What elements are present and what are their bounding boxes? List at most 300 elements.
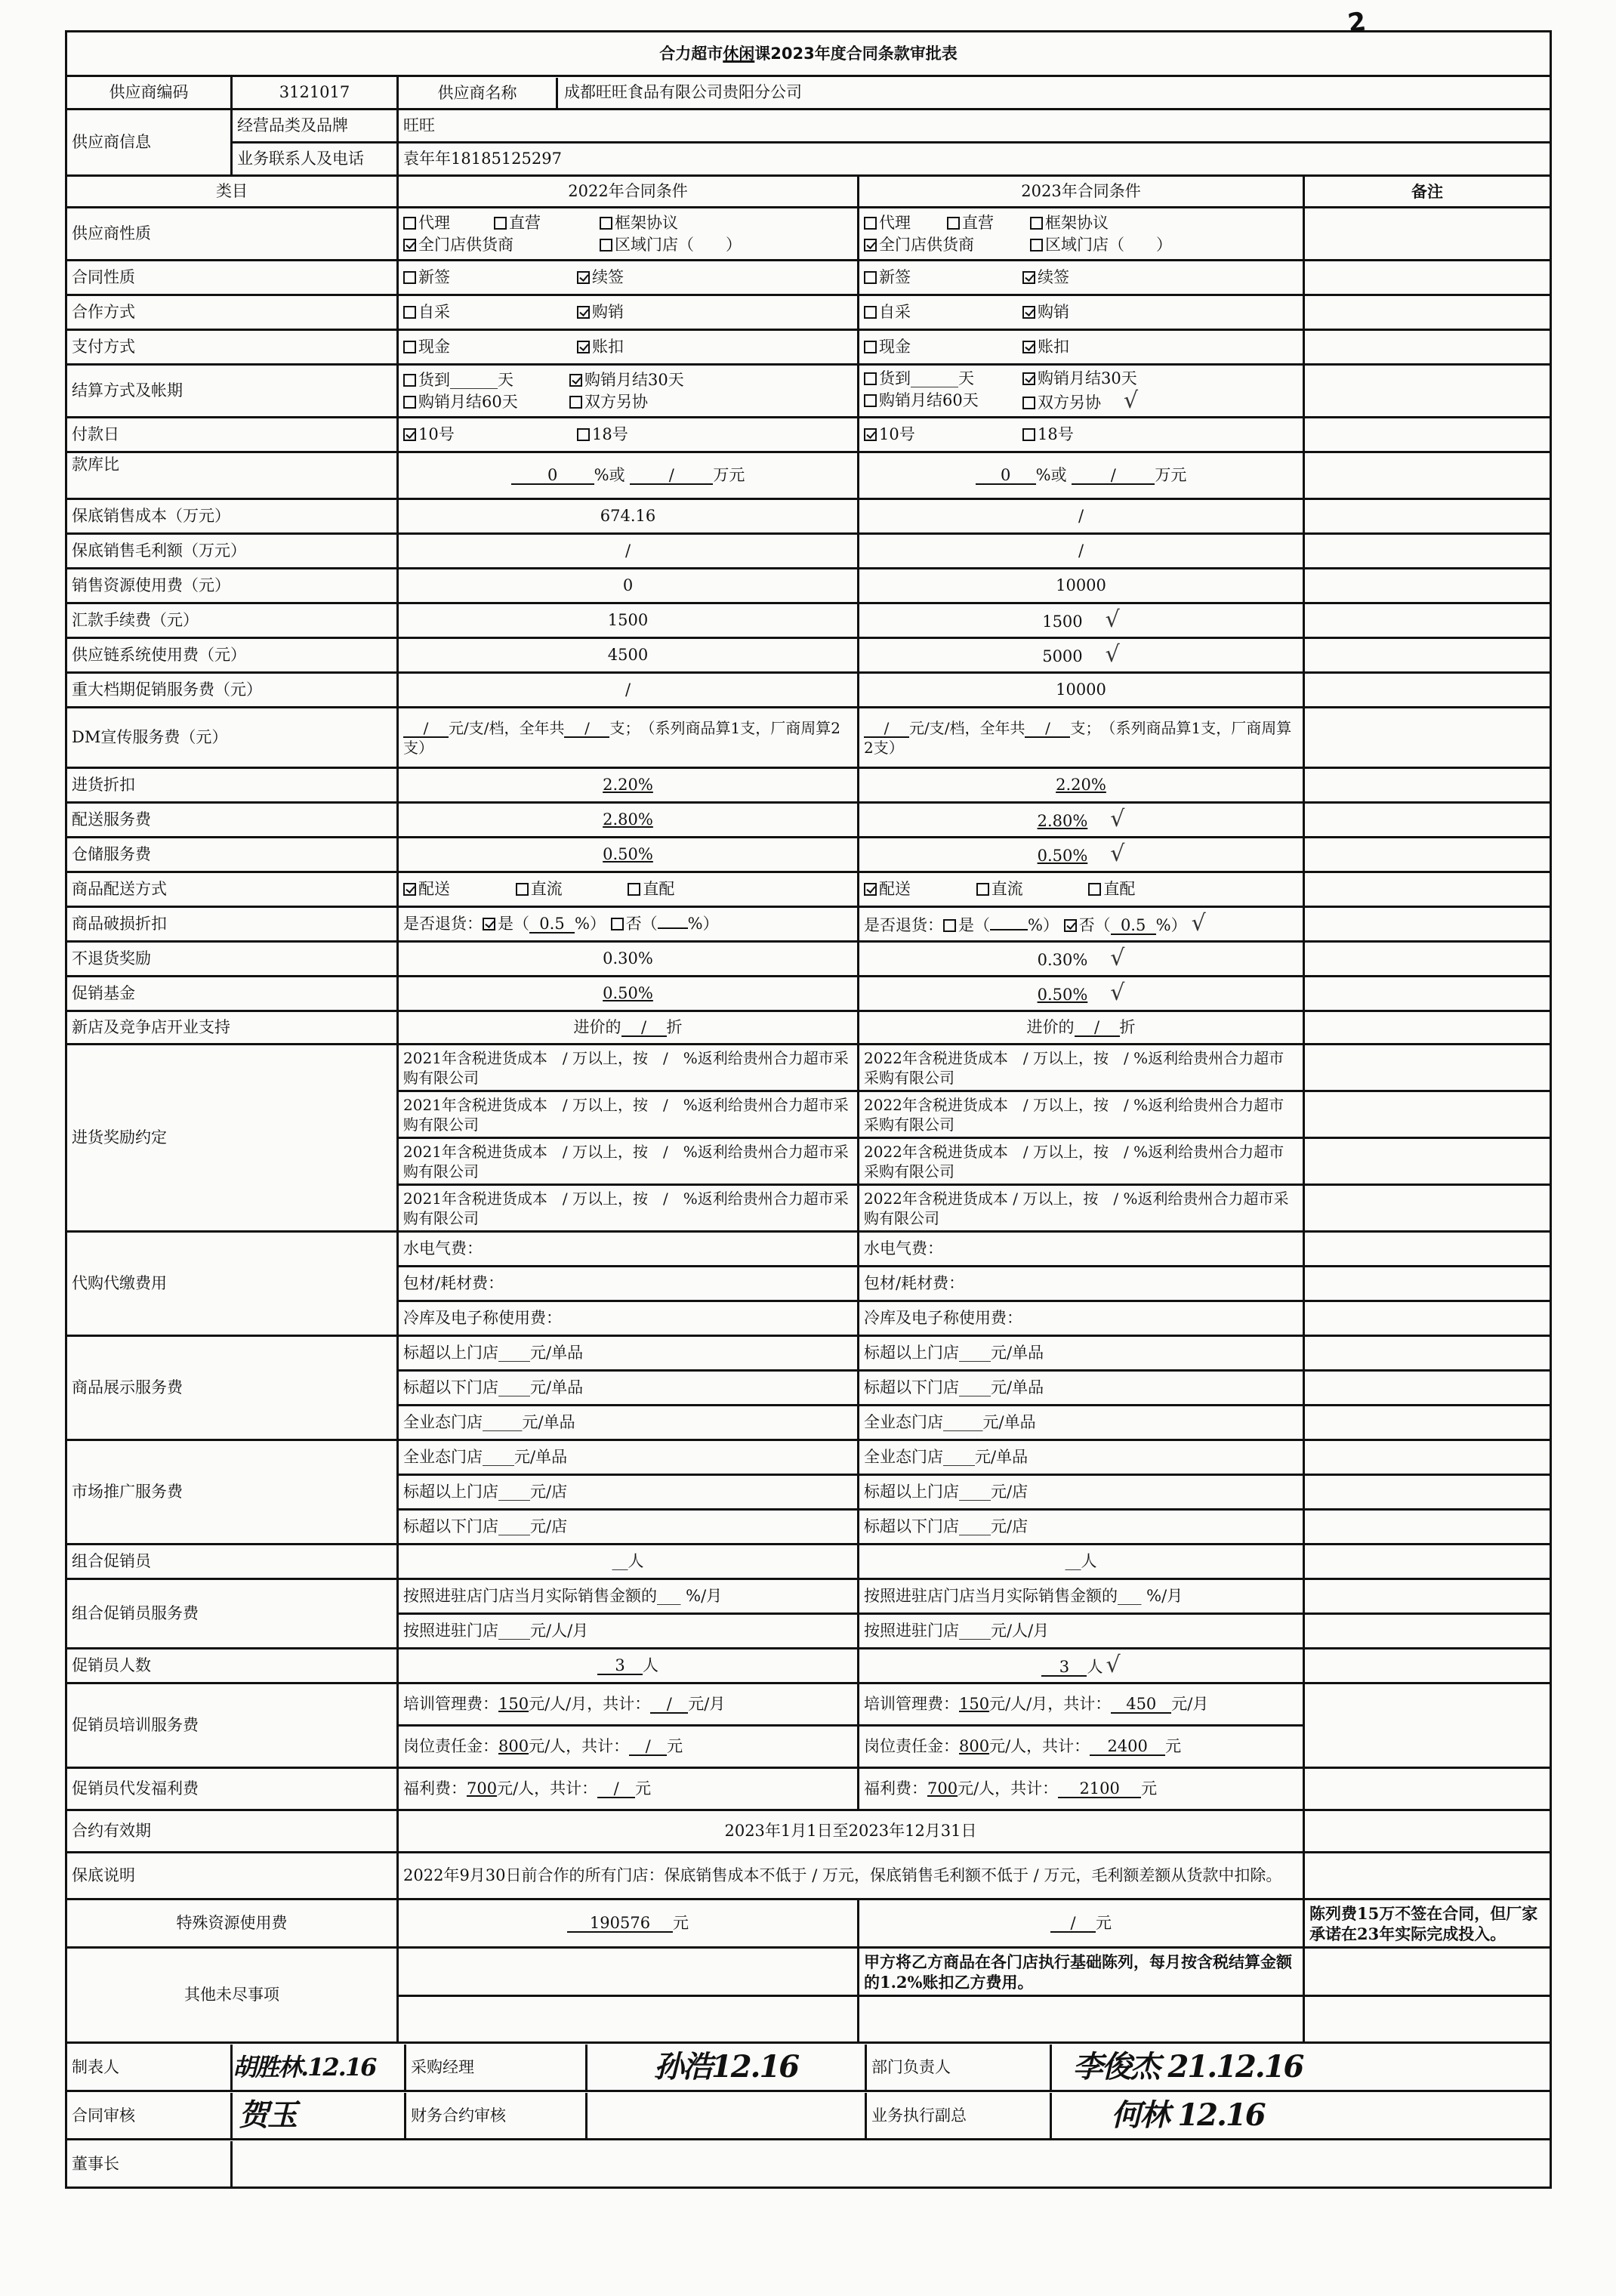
option-label: 10号	[418, 425, 455, 443]
checkbox-icon[interactable]	[494, 217, 507, 230]
no-pct[interactable]	[658, 927, 688, 929]
checkbox-icon[interactable]	[864, 428, 877, 441]
special-fee-value[interactable]: /	[1050, 1915, 1096, 1933]
value-2022	[398, 838, 859, 872]
checkbox-icon[interactable]	[569, 374, 582, 387]
option-label: 账扣	[1038, 338, 1069, 356]
row-promoter-count	[66, 1649, 1551, 1683]
row-label: 组合促销员	[66, 1545, 398, 1579]
unit: 元	[1165, 1737, 1182, 1755]
option-all-stores[interactable]	[864, 235, 1030, 255]
remarks-cell[interactable]	[1304, 977, 1551, 1011]
other-2022-extra[interactable]	[398, 1996, 859, 2043]
unit: 元/月	[1171, 1695, 1209, 1713]
checkbox-icon[interactable]	[943, 919, 956, 932]
value[interactable]: 674.16	[600, 507, 656, 525]
validity-value[interactable]: 2023年1月1日至2023年12月31日	[398, 1810, 1304, 1853]
remarks-cell[interactable]	[1304, 1768, 1551, 1810]
item-2023[interactable]: 按照进驻店门店当月实际销售金额的___ %/月	[859, 1579, 1304, 1614]
checkbox-icon[interactable]	[628, 883, 640, 896]
checkbox-icon[interactable]	[864, 217, 877, 230]
item-2022[interactable]: 标超以下门店____元/单品	[398, 1371, 859, 1406]
rebate-2023-line[interactable]: 2022年含税进货成本 / 万以上，按 / %返利给贵州合力超市采购有限公司	[859, 1091, 1304, 1138]
page-number: 2	[1346, 6, 1368, 39]
new-store-prefix: 进价的	[1026, 1018, 1075, 1036]
row-label: 供应商性质	[66, 208, 398, 261]
item-2022[interactable]: 全业态门店_____元/单品	[398, 1406, 859, 1440]
option[interactable]	[577, 267, 751, 288]
checkbox-icon[interactable]	[864, 306, 877, 319]
option[interactable]	[1022, 424, 1181, 445]
checkbox-icon[interactable]	[864, 394, 877, 407]
item-2022[interactable]: 按照进驻店门店当月实际销售金额的___ %/月	[398, 1579, 859, 1614]
checkbox-icon[interactable]	[1030, 217, 1043, 230]
no-pct[interactable]: 0.5	[1111, 917, 1156, 935]
option-negotiate[interactable]	[1022, 387, 1298, 414]
row-label: 进货奖励约定	[66, 1045, 398, 1232]
row-label: 合作方式	[66, 295, 398, 330]
remarks-cell[interactable]	[1304, 768, 1551, 803]
remarks-cell[interactable]	[1304, 803, 1551, 838]
checkbox-icon[interactable]	[403, 428, 416, 441]
remarks-cell[interactable]	[1304, 452, 1551, 499]
item-2023[interactable]: 水电气费：	[859, 1232, 1304, 1267]
value[interactable]: 0	[622, 576, 634, 594]
option[interactable]	[1022, 302, 1181, 322]
value[interactable]: 0.30%	[603, 949, 653, 967]
row-resource-fee	[66, 569, 1551, 603]
title-suffix: 课2023年度合同条款审批表	[754, 44, 958, 63]
remarks-cell[interactable]	[1304, 1948, 1551, 1996]
value-2022	[398, 673, 859, 708]
checkbox-icon[interactable]	[976, 883, 989, 896]
value-2023	[859, 499, 1304, 534]
item-2023[interactable]: 标超以上门店____元/店	[859, 1475, 1304, 1510]
row-combo-promoter	[66, 1545, 1551, 1579]
other-2023-extra[interactable]	[859, 1996, 1304, 2043]
option[interactable]	[403, 424, 577, 445]
checkbox-icon[interactable]	[569, 396, 582, 409]
promoter-count-2022	[398, 1649, 859, 1683]
exec-vp-signature: 何林 12.16	[1111, 2097, 1265, 2133]
option-delivery[interactable]	[864, 879, 911, 900]
value-2022	[398, 569, 859, 603]
value[interactable]: 2.20%	[1056, 776, 1106, 794]
value[interactable]: 2.20%	[603, 776, 653, 794]
checkbox-icon[interactable]	[600, 217, 612, 230]
new-store-prefix: 进价的	[573, 1018, 621, 1036]
option-monthly-30[interactable]	[569, 370, 853, 390]
checkbox-icon[interactable]	[864, 239, 877, 252]
remarks-cell[interactable]	[1304, 1406, 1551, 1440]
option-label: 直营	[962, 213, 994, 232]
row-payment-mode	[66, 330, 1551, 365]
remarks-cell[interactable]	[1304, 1545, 1551, 1579]
supplier-code[interactable]: 3121017	[232, 76, 398, 110]
checkbox-icon[interactable]	[1022, 341, 1035, 353]
value[interactable]: 2.80%	[603, 810, 653, 829]
chairman-label: 董事长	[67, 2141, 233, 2186]
dm-fee-per[interactable]: /	[403, 720, 449, 738]
purchase-manager-label: 采购经理	[406, 2044, 587, 2090]
text: 元/人，共计：	[529, 1737, 630, 1755]
option-direct[interactable]	[947, 213, 1030, 233]
item-2023[interactable]: 标超以上门店____元/单品	[859, 1336, 1304, 1371]
finance-review-signature-field[interactable]	[587, 2093, 867, 2138]
rebate-2023-line[interactable]: 2022年含税进货成本 / 万以上，按 / %返利给贵州合力超市采购有限公司	[859, 1138, 1304, 1185]
remarks-cell[interactable]	[1304, 1810, 1551, 1853]
remarks-cell[interactable]	[1304, 1301, 1551, 1336]
checkbox-icon[interactable]	[864, 883, 877, 896]
remarks-cell[interactable]	[1304, 1011, 1551, 1045]
item-2022[interactable]: 冷库及电子称使用费：	[398, 1301, 859, 1336]
total[interactable]: 2100	[1058, 1780, 1141, 1798]
option[interactable]	[864, 424, 1022, 445]
remarks-cell[interactable]	[1304, 1510, 1551, 1545]
total[interactable]: /	[650, 1696, 688, 1714]
remarks-cell[interactable]	[1304, 499, 1551, 534]
item-2023[interactable]: 按照进驻门店____元/人/月	[859, 1614, 1304, 1649]
option-label: 购销月结60天	[879, 391, 979, 409]
header-2023: 2023年合同条件	[859, 176, 1304, 208]
item-2022[interactable]: 水电气费：	[398, 1232, 859, 1267]
checkbox-icon[interactable]	[403, 217, 416, 230]
row-label: 重大档期促销服务费（元）	[66, 673, 398, 708]
rebate-2022-line[interactable]: 2021年含税进货成本 / 万以上，按 / %返利给贵州合力超市采购有限公司	[398, 1138, 859, 1185]
dm-fee-per[interactable]: /	[864, 720, 909, 738]
signature-row	[66, 2043, 1551, 2091]
option-label: 新签	[418, 268, 450, 286]
item-2022[interactable]: 按照进驻门店____元/人/月	[398, 1614, 859, 1649]
item-2022[interactable]: 标超以上门店____元/单品	[398, 1336, 859, 1371]
option-regional[interactable]	[1030, 235, 1298, 255]
total[interactable]: 2400	[1090, 1738, 1165, 1756]
checkbox-icon[interactable]	[577, 271, 590, 284]
options-2022	[398, 295, 859, 330]
header-2022: 2022年合同条件	[398, 176, 859, 208]
rebate-2023-line[interactable]: 2022年含税进货成本 / 万以上，按 / %返利给贵州合力超市采购有限公司	[859, 1185, 1304, 1232]
remarks-cell[interactable]	[1304, 1045, 1551, 1091]
option-label: 直配	[643, 880, 675, 898]
row-welfare-fee	[66, 1768, 1551, 1810]
row-proxy-fees	[66, 1232, 1551, 1267]
checkbox-icon[interactable]	[1022, 306, 1035, 319]
option-label: 续签	[592, 268, 624, 286]
stock-ratio-pct[interactable]: 0	[976, 467, 1036, 485]
remarks-cell[interactable]	[1304, 872, 1551, 907]
option-all-stores[interactable]	[403, 235, 600, 255]
item-2023[interactable]: 全业态门店_____元/单品	[859, 1406, 1304, 1440]
dm-fee-count[interactable]: /	[1025, 720, 1070, 738]
checkbox-icon[interactable]	[577, 341, 590, 353]
remarks-cell[interactable]	[1304, 708, 1551, 768]
total[interactable]: /	[629, 1738, 667, 1756]
checkbox-icon[interactable]	[1022, 397, 1035, 409]
checkbox-icon[interactable]	[1030, 239, 1043, 252]
remarks-cell[interactable]	[1304, 208, 1551, 261]
supplier-nature-2022	[398, 208, 859, 261]
remarks-cell[interactable]	[1304, 673, 1551, 708]
item-2023[interactable]: 包材/耗材费：	[859, 1267, 1304, 1301]
value[interactable]: 4500	[607, 646, 649, 664]
value[interactable]: 0.50%	[603, 984, 653, 1002]
special-fee-remark[interactable]: 陈列费15万不签在合同，但厂家承诺在23年实际完成投入。	[1304, 1899, 1551, 1948]
text: 福利费：	[864, 1779, 927, 1798]
value[interactable]: 0.30%	[1037, 950, 1088, 969]
item-2023[interactable]: 全业态门店____元/单品	[859, 1440, 1304, 1475]
option[interactable]	[864, 337, 1022, 357]
brand-value[interactable]: 旺旺	[398, 110, 1551, 143]
checkbox-icon[interactable]	[577, 306, 590, 319]
remarks-cell[interactable]	[1304, 603, 1551, 638]
checkbox-icon[interactable]	[403, 883, 416, 896]
option[interactable]	[1022, 337, 1181, 357]
remarks-cell[interactable]	[1304, 1185, 1551, 1232]
option-label: 区域门店（ ）	[615, 235, 742, 254]
remarks-cell[interactable]	[1304, 569, 1551, 603]
option-monthly-60[interactable]	[864, 390, 1022, 413]
row-storage-fee	[66, 838, 1551, 872]
checkbox-icon[interactable]	[1064, 919, 1077, 932]
item-2023[interactable]: 冷库及电子称使用费：	[859, 1301, 1304, 1336]
option-direct-delivery[interactable]	[1088, 879, 1135, 900]
special-fee-value[interactable]: 190576	[567, 1915, 673, 1933]
row-dm-fee	[66, 708, 1551, 768]
row-promo-fee	[66, 673, 1551, 708]
item-2022[interactable]: 标超以下门店____元/店	[398, 1510, 859, 1545]
rebate-2022-line[interactable]: 2021年含税进货成本 / 万以上，按 / %返利给贵州合力超市采购有限公司	[398, 1091, 859, 1138]
checkbox-icon[interactable]	[403, 239, 416, 252]
remarks-cell[interactable]	[1304, 838, 1551, 872]
option-delivery[interactable]	[403, 879, 450, 900]
checkbox-icon[interactable]	[403, 396, 416, 409]
remarks-cell[interactable]	[1304, 1138, 1551, 1185]
row-label: 代购代缴费用	[66, 1232, 398, 1336]
option-framework[interactable]	[600, 213, 853, 233]
new-store-2023	[859, 1011, 1304, 1045]
pct-suffix: %或	[1035, 466, 1067, 484]
checkbox-icon[interactable]	[864, 341, 877, 353]
option-label: 购销月结30天	[1038, 369, 1137, 387]
checkbox-icon[interactable]	[403, 306, 416, 319]
row-label: 支付方式	[66, 330, 398, 365]
special-fee-2022	[398, 1899, 859, 1948]
row-no-return-reward	[66, 942, 1551, 977]
stock-ratio-wan[interactable]: /	[630, 467, 713, 485]
value[interactable]: 0.50%	[603, 845, 653, 863]
total[interactable]: 450	[1111, 1696, 1171, 1714]
value-2022	[398, 638, 859, 673]
options-2023	[859, 330, 1304, 365]
option-label: 区域门店（ ）	[1045, 235, 1172, 254]
option-label: 直营	[509, 213, 541, 232]
remarks-cell[interactable]	[1304, 1579, 1551, 1614]
stock-ratio-wan[interactable]: /	[1072, 467, 1155, 485]
remarks-cell[interactable]	[1304, 330, 1551, 365]
row-label: 组合促销员服务费	[66, 1579, 398, 1649]
option[interactable]	[403, 302, 577, 322]
promoter-count-value[interactable]: 3	[1041, 1659, 1087, 1677]
row-label: 保底销售成本（万元）	[66, 499, 398, 534]
option-label: 代理	[879, 213, 911, 232]
remarks-cell[interactable]	[1304, 295, 1551, 330]
options-2022	[398, 330, 859, 365]
option[interactable]	[1022, 267, 1181, 288]
option-monthly-60[interactable]	[403, 392, 569, 412]
dm-fee-count[interactable]: /	[564, 720, 609, 738]
value[interactable]: 1500	[607, 611, 649, 629]
option-label: 直配	[1103, 880, 1136, 898]
handwritten-checkmark-icon: √	[1110, 840, 1125, 867]
special-fee-2023	[859, 1899, 1304, 1948]
option[interactable]	[577, 337, 751, 357]
row-min-cost	[66, 499, 1551, 534]
combo-promoter-2022[interactable]: __人	[398, 1545, 859, 1579]
checkbox-icon[interactable]	[403, 271, 416, 284]
option-label: 直流	[530, 880, 563, 898]
item-2022[interactable]: 全业态门店____元/单品	[398, 1440, 859, 1475]
value[interactable]: /	[625, 680, 631, 699]
option-on-arrival[interactable]	[403, 370, 569, 390]
checkbox-icon[interactable]	[403, 374, 416, 387]
checkbox-icon[interactable]	[864, 372, 877, 385]
contract-review-label: 合同审核	[67, 2093, 233, 2138]
stock-ratio-pct[interactable]: 0	[511, 467, 594, 485]
remarks-cell[interactable]	[1304, 942, 1551, 977]
chairman-signature-field[interactable]	[233, 2141, 1550, 2186]
yes-pct[interactable]	[990, 929, 1028, 930]
value[interactable]: 5000	[1042, 647, 1083, 665]
item-2023[interactable]: 标超以下门店____元/店	[859, 1510, 1304, 1545]
total[interactable]: /	[597, 1780, 635, 1798]
checkbox-icon[interactable]	[516, 883, 529, 896]
option[interactable]	[403, 267, 577, 288]
remarks-cell[interactable]	[1304, 1996, 1551, 2043]
checkbox-icon[interactable]	[611, 918, 624, 930]
option-direct-delivery[interactable]	[628, 879, 674, 900]
option-label: 购销月结30天	[584, 370, 684, 389]
remarks-cell[interactable]	[1304, 1091, 1551, 1138]
remarks-cell[interactable]	[1304, 1853, 1551, 1899]
combo-promoter-2023[interactable]: __人	[859, 1545, 1304, 1579]
value[interactable]: 10000	[1056, 576, 1106, 594]
value[interactable]: /	[1078, 507, 1084, 525]
rebate-2022-line[interactable]: 2021年含税进货成本 / 万以上，按 / %返利给贵州合力超市采购有限公司	[398, 1045, 859, 1091]
option[interactable]	[864, 267, 1022, 288]
remarks-cell[interactable]	[1304, 907, 1551, 942]
training-mgmt-2022	[398, 1683, 859, 1726]
yes-pct[interactable]: 0.5	[529, 915, 575, 934]
row-label: 保底说明	[66, 1853, 398, 1899]
option-flow-through[interactable]	[976, 879, 1023, 900]
option-direct[interactable]	[494, 213, 600, 233]
value[interactable]: 1500	[1042, 612, 1083, 631]
wan-suffix: 万元	[1155, 466, 1187, 484]
value-2022	[398, 534, 859, 569]
value[interactable]: 0.50%	[1037, 985, 1088, 1004]
item-2022[interactable]: 标超以上门店____元/店	[398, 1475, 859, 1510]
text: 培训管理费：	[403, 1695, 498, 1713]
remarks-cell[interactable]	[1304, 1440, 1551, 1475]
checkbox-icon[interactable]	[1022, 372, 1035, 385]
other-2022[interactable]	[398, 1948, 859, 1996]
value[interactable]: 2.80%	[1037, 811, 1088, 830]
option-negotiate[interactable]	[569, 392, 853, 412]
other-2023[interactable]: 甲方将乙方商品在各门店执行基础陈列，每月按含税结算金额的1.2%账扣乙方费用。	[859, 1948, 1304, 1996]
row-label: 商品展示服务费	[66, 1336, 398, 1440]
rebate-2023-line[interactable]: 2022年含税进货成本 / 万以上，按 / %返利给贵州合力超市采购有限公司	[859, 1045, 1304, 1091]
option-label: 货到______天	[879, 369, 974, 387]
value[interactable]: 0.50%	[1037, 846, 1088, 865]
checkbox-icon[interactable]	[600, 239, 612, 252]
new-store-value[interactable]: /	[1075, 1019, 1120, 1037]
damage-discount-2022: 是否退货： 是（ 0.5 %） 否（ %）	[398, 907, 859, 942]
remarks-cell[interactable]	[1304, 638, 1551, 673]
option-agent[interactable]	[403, 213, 494, 233]
option[interactable]	[577, 424, 751, 445]
option[interactable]	[577, 302, 751, 322]
checkbox-icon[interactable]	[577, 428, 590, 441]
remarks-cell[interactable]	[1304, 365, 1551, 418]
remarks-cell[interactable]	[1304, 1683, 1551, 1768]
checkbox-icon[interactable]	[1022, 428, 1035, 441]
form-title	[66, 32, 1551, 76]
remarks-cell[interactable]	[1304, 534, 1551, 569]
checkbox-icon[interactable]	[1022, 271, 1035, 284]
item-2023[interactable]: 标超以下门店____元/单品	[859, 1371, 1304, 1406]
checkbox-icon[interactable]	[403, 341, 416, 353]
contact-value[interactable]: 袁年年18185125297	[398, 143, 1551, 176]
rebate-2022-line[interactable]: 2021年含税进货成本 / 万以上，按 / %返利给贵州合力超市采购有限公司	[398, 1185, 859, 1232]
remarks-cell[interactable]	[1304, 1475, 1551, 1510]
option-framework[interactable]	[1030, 213, 1298, 233]
remarks-cell[interactable]	[1304, 1232, 1551, 1267]
value[interactable]: 10000	[1056, 680, 1106, 699]
value[interactable]: /	[1078, 542, 1084, 560]
checkbox-icon[interactable]	[483, 918, 495, 930]
remarks-cell[interactable]	[1304, 1649, 1551, 1683]
checkbox-icon[interactable]	[947, 217, 960, 230]
remarks-cell[interactable]	[1304, 418, 1551, 452]
promoter-count-value[interactable]: 3	[597, 1657, 643, 1675]
value-2023	[859, 603, 1304, 638]
remarks-cell[interactable]	[1304, 1336, 1551, 1371]
option-agent[interactable]	[864, 213, 947, 233]
return-prefix: 是否退货：	[864, 915, 943, 934]
remarks-cell[interactable]	[1304, 1614, 1551, 1649]
remarks-cell[interactable]	[1304, 1267, 1551, 1301]
supplier-name[interactable]: 成都旺旺食品有限公司贵阳分公司	[564, 83, 802, 101]
option-on-arrival[interactable]	[864, 369, 1022, 389]
option[interactable]	[864, 302, 1022, 322]
guarantee-value[interactable]: 2022年9月30日前合作的所有门店：保底销售成本不低于 / 万元，保底销售毛利额不低于 / 万元，毛利额差额从货款中扣除。	[398, 1853, 1304, 1899]
option[interactable]	[403, 337, 577, 357]
option-regional[interactable]	[600, 235, 853, 255]
option-flow-through[interactable]	[516, 879, 563, 900]
handwritten-checkmark-icon: √	[1106, 1651, 1121, 1678]
training-duty-2023	[859, 1726, 1304, 1768]
remarks-cell[interactable]	[1304, 1371, 1551, 1406]
option-monthly-30[interactable]	[1022, 369, 1298, 389]
remarks-cell[interactable]	[1304, 261, 1551, 295]
new-store-value[interactable]: /	[621, 1019, 667, 1037]
checkbox-icon[interactable]	[864, 271, 877, 284]
row-label: 市场推广服务费	[66, 1440, 398, 1545]
value[interactable]: /	[625, 542, 631, 560]
row-label: 不退货奖励	[66, 942, 398, 977]
item-2022[interactable]: 包材/耗材费：	[398, 1267, 859, 1301]
checkbox-icon[interactable]	[1088, 883, 1101, 896]
